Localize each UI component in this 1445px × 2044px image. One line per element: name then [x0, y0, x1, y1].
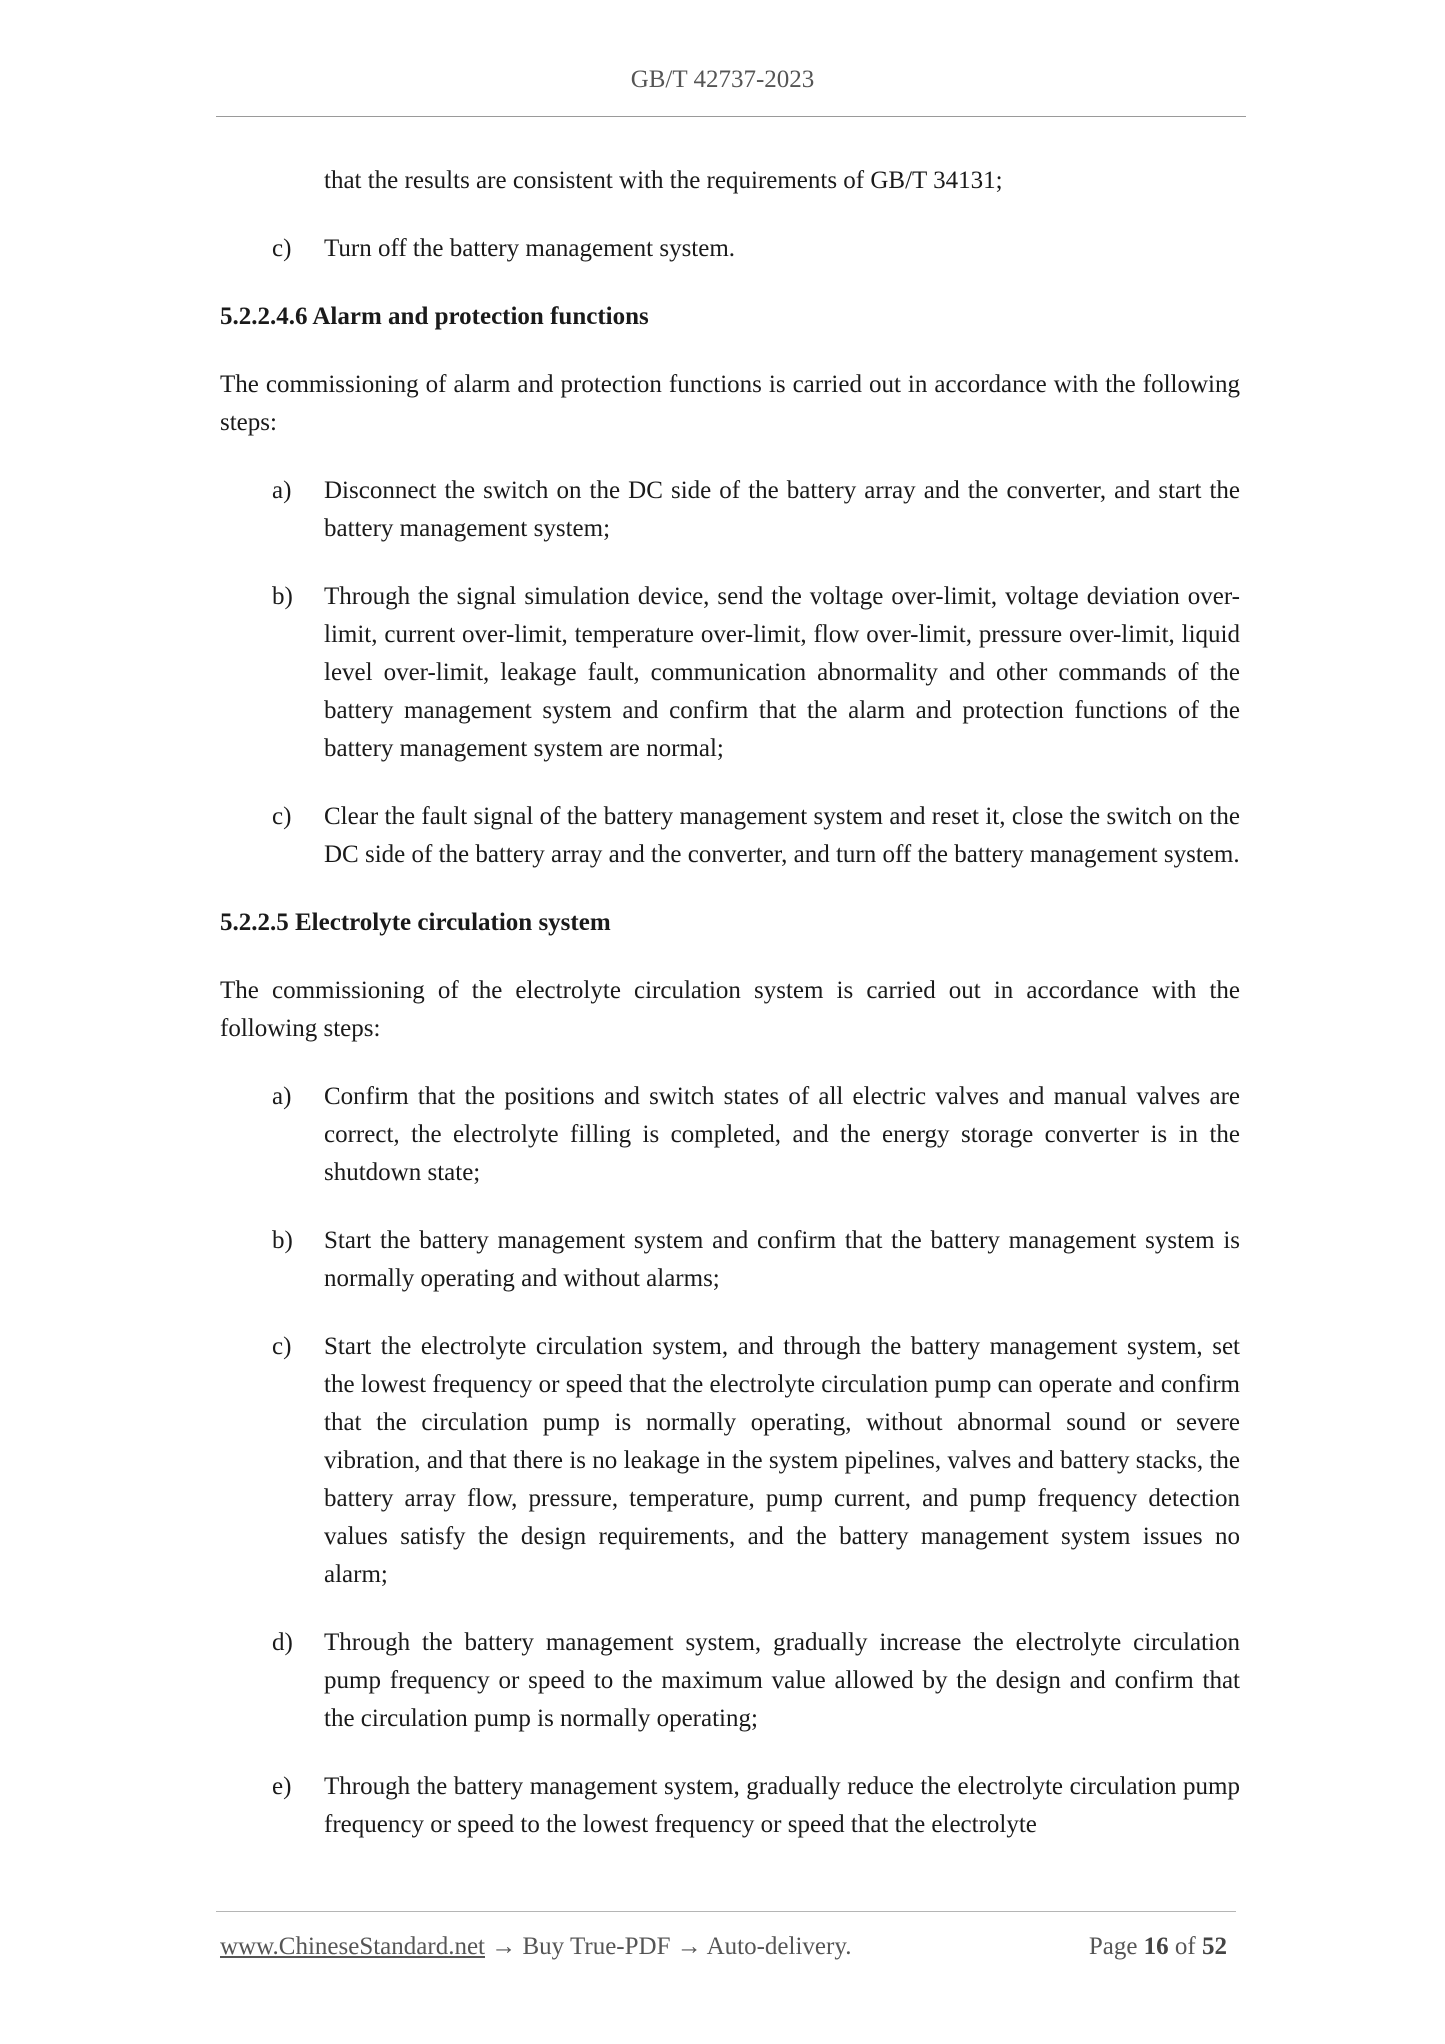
list-item-text: Start the electrolyte circulation system, and through the battery management system, set the lowest frequency or speed that the electrolyte circulation pump can operate and confirm that the circulation pump is normally operating, without abnormal sound or severe vibration, and that there is no leakage in the system pipelines, valves and battery stacks, the battery array flow, pressure, temperature, pump current, and pump frequency detection values satisfy the design requirements, and the battery management system issues no alarm; — [324, 1333, 1240, 1588]
header-divider — [216, 116, 1246, 117]
arrow-right-icon: → — [491, 1933, 517, 1960]
list-item-text: Turn off the battery management system. — [324, 235, 736, 262]
list-item-text: Through the battery management system, gradually reduce the electrolyte circulation pump frequency or speed to the lowest frequency or speed that the electrolyte — [324, 1773, 1240, 1838]
list-item-c-prev — [220, 230, 1240, 268]
footer-divider — [216, 1911, 1236, 1912]
list-item — [220, 1328, 1240, 1594]
list-item — [220, 798, 1240, 874]
continued-line: that the results are consistent with the requirements of GB/T 34131; — [324, 167, 1003, 194]
list-item — [220, 1078, 1240, 1192]
site-link[interactable]: www.ChineseStandard.net — [220, 1933, 485, 1960]
section-heading-5-2-2-5: 5.2.2.5 Electrolyte circulation system — [220, 909, 611, 936]
list-item-text: Start the battery management system and confirm that the battery management system is normally operating and without alarms; — [324, 1227, 1240, 1292]
page-total: 52 — [1202, 1933, 1227, 1960]
arrow-right-icon: → — [676, 1933, 702, 1960]
list-marker: a) — [272, 1083, 292, 1110]
list-item-text: Through the battery management system, gradually increase the electrolyte circulation pump frequency or speed to the maximum value allowed by the design and confirm that the circulation pump is normally operating; — [324, 1629, 1240, 1732]
list-marker: b) — [272, 1227, 293, 1254]
list-item-text: Confirm that the positions and switch states of all electric valves and manual valves are correct, the electrolyte filling is completed, and the energy storage converter is in the shutdown state; — [324, 1083, 1240, 1186]
section-heading-5-2-2-4-6: 5.2.2.4.6 Alarm and protection functions — [220, 303, 649, 330]
list-marker: e) — [272, 1773, 292, 1800]
list-marker: c) — [272, 235, 292, 262]
list-item — [220, 1222, 1240, 1298]
page-number — [1089, 1933, 1227, 1961]
delivery-text: Auto-delivery. — [706, 1933, 852, 1960]
list-marker: c) — [272, 803, 292, 830]
section-intro: The commissioning of alarm and protection functions is carried out in accordance with the following steps: — [220, 371, 1240, 436]
list-marker: a) — [272, 477, 292, 504]
running-header: GB/T 42737-2023 — [630, 66, 815, 93]
page-current: 16 — [1143, 1933, 1169, 1960]
list-marker: b) — [272, 583, 293, 610]
list-item-text: Disconnect the switch on the DC side of the battery array and the converter, and start the battery management system; — [324, 477, 1240, 542]
page-label: Page — [1088, 1933, 1138, 1960]
page-body — [220, 162, 1240, 1874]
list-item — [220, 1768, 1240, 1844]
list-item-text: Clear the fault signal of the battery management system and reset it, close the switch on the DC side of the battery array and the converter, and turn off the battery management system. — [324, 803, 1240, 868]
section-intro: The commissioning of the electrolyte circulation system is carried out in accordance with the following steps: — [220, 977, 1240, 1042]
list-item — [220, 472, 1240, 548]
list-item — [220, 578, 1240, 768]
list-item — [220, 1624, 1240, 1738]
list-marker: d) — [272, 1629, 293, 1656]
list-item-text: Through the signal simulation device, send the voltage over-limit, voltage deviation over-limit, current over-limit, temperature over-limit, flow over-limit, pressure over-limit, liquid level over-limit, leakage fault, communication abnormality and other commands of the battery management system and confirm that the alarm and protection functions of the battery management system are normal; — [324, 583, 1240, 762]
footer-promo — [220, 1933, 851, 1961]
list-marker: c) — [272, 1333, 292, 1360]
buy-text: Buy True-PDF — [522, 1933, 671, 1960]
of-label: of — [1174, 1933, 1196, 1960]
